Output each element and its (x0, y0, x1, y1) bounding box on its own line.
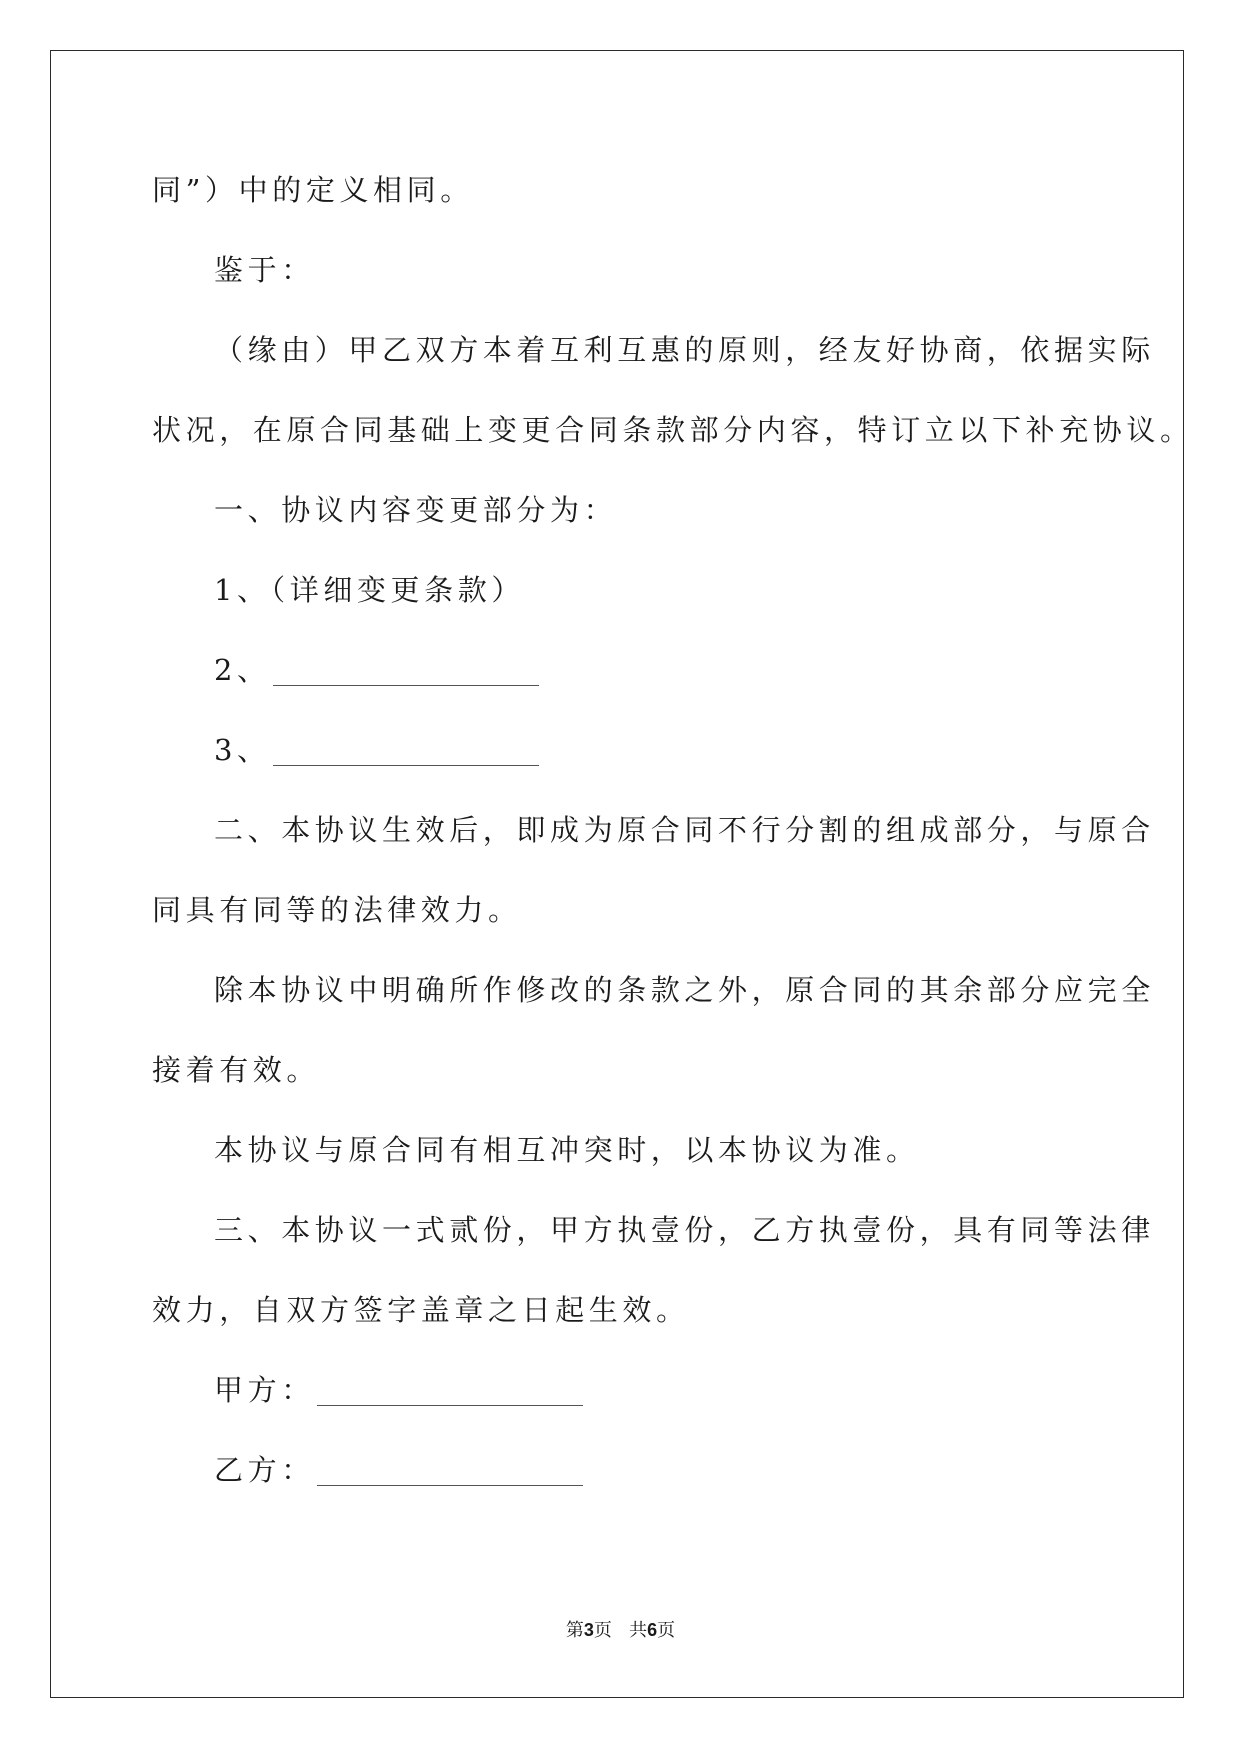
section-heading-3: 三、本协议一式贰份，甲方执壹份，乙方执壹份，具有同等法律 (214, 1213, 1155, 1247)
paragraph-line: 接着有效。 (152, 1053, 321, 1087)
section-heading-2: 二、本协议生效后，即成为原合同不行分割的组成部分，与原合 (214, 813, 1155, 847)
party-a-signature (152, 1350, 1092, 1430)
total-page-number: 6 (647, 1620, 658, 1640)
footer-total-prefix: 共 (629, 1620, 648, 1641)
paragraph-line: 状况，在原合同基础上变更合同条款部分内容，特订立以下补充协议。 (152, 413, 1194, 447)
paragraph-line: 同”）中的定义相同。 (152, 173, 474, 207)
fill-in-blank[interactable] (273, 764, 539, 766)
party-b-signature (152, 1430, 1092, 1510)
footer-page-suffix: 页 (593, 1620, 612, 1641)
party-b-label: 乙方： (214, 1453, 315, 1487)
paragraph-line: 本协议与原合同有相互冲突时，以本协议为准。 (214, 1133, 920, 1167)
page-footer (0, 1616, 1241, 1642)
footer-total-suffix: 页 (657, 1620, 676, 1641)
party-b-blank[interactable] (317, 1484, 583, 1486)
document-body (152, 150, 1194, 1510)
list-item-label: 2、 (214, 653, 271, 687)
party-a-blank[interactable] (317, 1404, 583, 1406)
list-item-1: 1、（详细变更条款） (214, 573, 525, 607)
paragraph-line: 效力，自双方签字盖章之日起生效。 (152, 1293, 690, 1327)
fill-in-blank[interactable] (273, 684, 539, 686)
paragraph-line: （缘由）甲乙双方本着互利互惠的原则，经友好协商，依据实际 (214, 333, 1155, 367)
whereas-heading: 鉴于： (214, 253, 315, 287)
list-item-3 (152, 710, 1092, 790)
footer-prefix: 第 (565, 1620, 584, 1641)
paragraph-line: 除本协议中明确所作修改的条款之外，原合同的其余部分应完全 (214, 973, 1155, 1007)
list-item-2 (152, 630, 1092, 710)
current-page-number: 3 (583, 1620, 594, 1640)
paragraph-line: 同具有同等的法律效力。 (152, 893, 522, 927)
list-item-label: 3、 (214, 733, 271, 767)
section-heading-1: 一、协议内容变更部分为： (214, 493, 618, 527)
party-a-label: 甲方： (214, 1373, 315, 1407)
